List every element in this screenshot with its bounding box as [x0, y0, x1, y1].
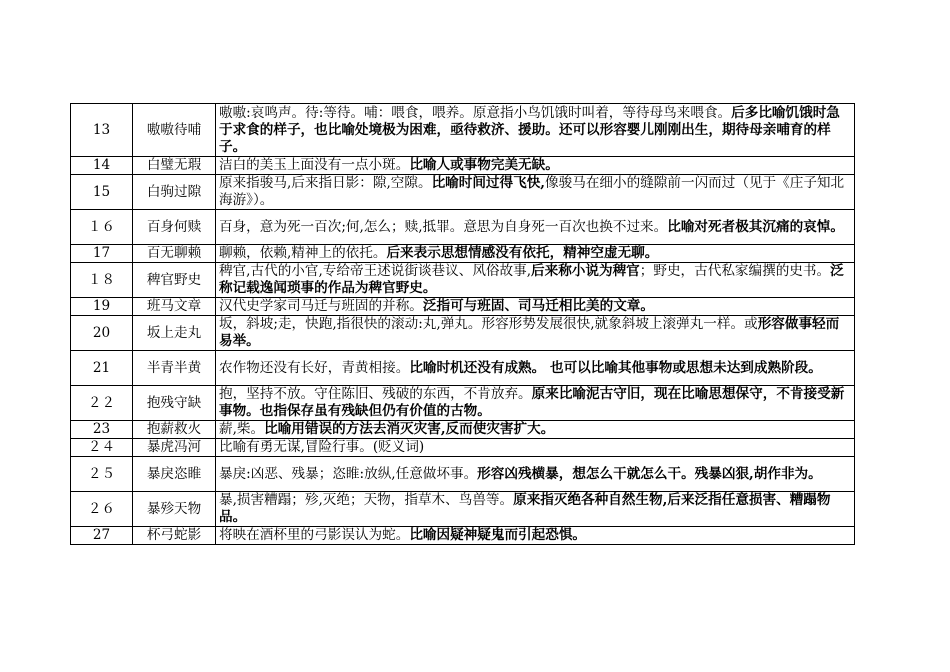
explanation-text: 百身，意为死一百次;何,怎么；赎,抵罪。意思为自身死一百次也换不过来。 [219, 218, 668, 235]
explanation-text: 嗷嗷:哀鸣声。待:等待。哺：喂食，喂养。原意指小鸟饥饿时叫着，等待母鸟来喂食。 [219, 104, 732, 121]
explanation-bold-text: 原来指灭绝各种自然生物,后来泛指任意损害、糟蹋物品。 [219, 492, 831, 525]
explanation-bold-text: 比喻对死者极其沉痛的哀悼。 [667, 218, 844, 235]
row-number: 27 [71, 527, 133, 545]
explanation-bold-text: 后多比喻饥饿时急于求食的样子，也比喻处境极为困难，亟待救济、援助。还可以形容婴儿刚刚出生，期待母亲哺育的样子。 [219, 104, 840, 155]
explanation-cell [216, 457, 855, 492]
explanation-bold-text: 比喻用错误的方法去消灭灾害,反而使灾害扩大。 [264, 421, 555, 437]
idiom-cell: 半青半黄 [133, 351, 216, 386]
explanation-cell [216, 316, 855, 351]
explanation-bold-text: 后来称小说为稗官 [531, 263, 640, 279]
explanation-bold-text: 形容凶残横暴，想怎么干就怎么干。残暴凶狠,胡作非为。 [477, 465, 822, 482]
explanation-bold-text: 泛指可与班固、司马迁相比美的文章。 [422, 298, 654, 314]
idiom-table [70, 103, 855, 545]
row-number: ２４ [71, 439, 133, 457]
table-row [71, 104, 855, 157]
row-number: １６ [71, 210, 133, 245]
explanation-text: 将映在酒杯里的弓影误认为蛇。 [219, 527, 410, 543]
explanation-cell [216, 386, 855, 421]
idiom-cell: 坂上走丸 [133, 316, 216, 351]
explanation-text: 抱，坚持不放。守住陈旧、残破的东西，不肯放弃。 [219, 386, 532, 402]
explanation-cell [216, 263, 855, 298]
explanation-cell [216, 104, 855, 157]
explanation-bold-text: 比喻时间过得飞快, [431, 175, 546, 191]
explanation-cell [216, 175, 855, 210]
idiom-cell: 百身何赎 [133, 210, 216, 245]
explanation-cell [216, 527, 855, 545]
idiom-cell: 暴虎冯河 [133, 439, 216, 457]
table-row [71, 527, 855, 545]
table-row [71, 210, 855, 245]
idiom-cell: 白驹过隙 [133, 175, 216, 210]
explanation-text: 薪,柴。 [219, 421, 265, 437]
idiom-cell: 杯弓蛇影 [133, 527, 216, 545]
explanation-bold-text: 原来比喻泥古守旧，现在比喻思想保守，不肯接受新事物。也指保存虽有残缺但仍有价值的古物。 [219, 386, 845, 419]
table-row [71, 245, 855, 263]
explanation-text: 聊赖，依赖,精神上的依托。 [219, 245, 387, 261]
table-row [71, 457, 855, 492]
table-row [71, 386, 855, 421]
explanation-text: 暴,损害糟蹋；殄,灭绝；天物，指草木、鸟兽等。 [219, 492, 514, 508]
idiom-cell: 稗官野史 [133, 263, 216, 298]
explanation-cell [216, 298, 855, 316]
table-row [71, 316, 855, 351]
explanation-text: 洁白的美玉上面没有一点小斑。 [219, 157, 410, 173]
row-number: 21 [71, 351, 133, 386]
table-row [71, 175, 855, 210]
idiom-cell: 暴殄天物 [133, 492, 216, 527]
explanation-bold-text: 比喻时机还没有成熟。 也可以比喻其他事物或思想未达到成熟阶段。 [409, 359, 822, 376]
explanation-text: 稗官,古代的小官,专给帝王述说街谈巷议、风俗故事, [219, 263, 532, 279]
idiom-cell: 嗷嗷待哺 [133, 104, 216, 157]
row-number: 19 [71, 298, 133, 316]
explanation-text: 暴戾:凶恶、残暴；恣睢:放纵,任意做坏事。 [219, 465, 478, 482]
row-number: ２５ [71, 457, 133, 492]
table-row [71, 421, 855, 439]
explanation-cell [216, 210, 855, 245]
row-number: 20 [71, 316, 133, 351]
idiom-cell: 抱薪救火 [133, 421, 216, 439]
explanation-text: 比喻有勇无谋,冒险行事。(贬义词) [219, 439, 425, 455]
explanation-bold-text: 泛称记载逸闻琐事的作品为稗官野史。 [219, 263, 844, 296]
row-number: ２２ [71, 386, 133, 421]
row-number: 14 [71, 157, 133, 175]
explanation-text: 坂，斜坡;走，快跑,指很快的滚动:丸,弹丸。形容形势发展很快,就象斜坡上滚弹丸一样。或 [219, 316, 758, 332]
idiom-table-body [71, 104, 855, 545]
table-row [71, 492, 855, 527]
explanation-text: ；野史，古代私家编撰的史书。 [639, 263, 831, 279]
explanation-cell [216, 439, 855, 457]
row-number: 23 [71, 421, 133, 439]
explanation-bold-text: 比喻因疑神疑鬼而引起恐惧。 [409, 527, 587, 543]
explanation-cell [216, 351, 855, 386]
row-number: ２６ [71, 492, 133, 527]
explanation-cell [216, 245, 855, 263]
table-row [71, 298, 855, 316]
explanation-text: 汉代史学家司马迁与班固的并称。 [219, 298, 423, 314]
explanation-text: 像骏马在细小的缝隙前一闪而过（见于《庄子知北海游》）。 [219, 175, 845, 208]
explanation-text: 原来指骏马,后来指日影：隙,空隙。 [219, 175, 432, 191]
idiom-cell: 白璧无瑕 [133, 157, 216, 175]
table-row [71, 263, 855, 298]
idiom-cell: 班马文章 [133, 298, 216, 316]
explanation-bold-text: 后来表示思想情感没有依托，精神空虚无聊。 [386, 245, 659, 261]
explanation-cell [216, 421, 855, 439]
row-number: 13 [71, 104, 133, 157]
explanation-cell [216, 157, 855, 175]
explanation-text: 农作物还没有长好，青黄相接。 [219, 359, 410, 376]
explanation-cell [216, 492, 855, 527]
explanation-bold-text: 比喻人或事物完美无缺。 [409, 157, 559, 173]
explanation-bold-text: 形容做事轻而易举。 [219, 316, 840, 349]
row-number: 17 [71, 245, 133, 263]
idiom-cell: 暴戾恣睢 [133, 457, 216, 492]
table-row [71, 157, 855, 175]
idiom-cell: 百无聊赖 [133, 245, 216, 263]
row-number: １８ [71, 263, 133, 298]
idiom-cell: 抱残守缺 [133, 386, 216, 421]
table-row [71, 351, 855, 386]
row-number: 15 [71, 175, 133, 210]
table-row [71, 439, 855, 457]
